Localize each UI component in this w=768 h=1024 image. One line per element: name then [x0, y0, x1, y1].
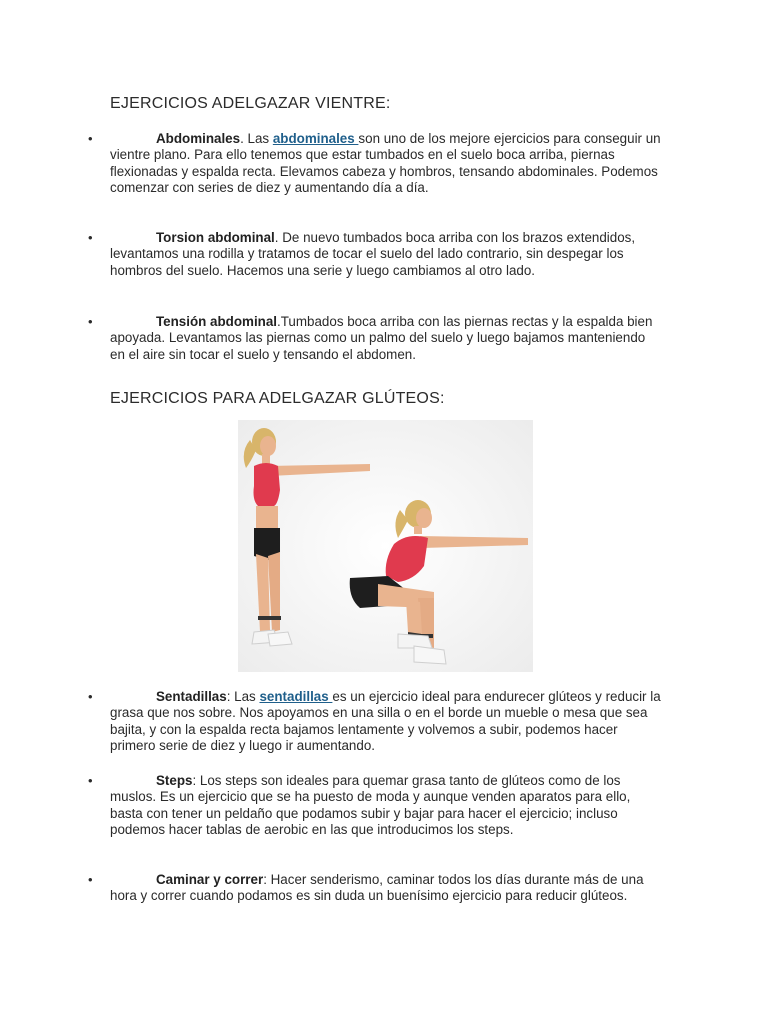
item-description: : Los steps son ideales para quemar grasa tanto de glúteos como de los muslos. Es un ejercicio que se ha puesto de moda y aunque venden aparatos para ello, basta con tener un peldaño que podamos subir y bajar para hacer el ejercicio; incluso podemos hacer tablas de aerobic en las que introducimos los steps. [110, 773, 631, 838]
bullet: • [88, 131, 93, 146]
bullet: • [88, 230, 93, 245]
item-description: : Hacer senderismo, caminar todos los días durante más de una hora y correr cuando podamos es sin duda un buenísimo ejercicio para reducir glúteos. [110, 872, 644, 904]
term-tension-abdominal: Tensión abdominal [156, 314, 278, 329]
list-item-tension-abdominal [88, 314, 668, 363]
list-item-text [110, 689, 662, 755]
list-item-sentadillas [88, 689, 668, 755]
list-item-text [110, 773, 662, 839]
term-caminar-y-correr: Caminar y correr [156, 872, 264, 887]
squat-exercise-photo [238, 420, 533, 672]
list-item-caminar-y-correr [88, 872, 668, 905]
woman-squat-illustration [238, 420, 533, 672]
text-fragment: : Las [226, 689, 260, 704]
term-sentadillas: Sentadillas [156, 689, 227, 704]
link-abdominales[interactable]: abdominales [272, 131, 359, 146]
list-item-abdominales [88, 131, 668, 197]
list-item-steps [88, 773, 668, 839]
term-abdominales: Abdominales [156, 131, 241, 146]
heading-adelgazar-gluteos: EJERCICIOS PARA ADELGAZAR GLÚTEOS: [110, 390, 445, 407]
term-torsion-abdominal: Torsion abdominal [156, 230, 275, 245]
bullet: • [88, 314, 93, 329]
item-description: son uno de los mejore ejercicios para conseguir un vientre plano. Para ello tenemos que estar tumbados en el suelo boca arriba, piernas flexionadas y espalda recta. Elevamos cabeza y hombros, tensando abdominales. Podemos comenzar con series de diez y aumentando día a día. [110, 131, 661, 196]
list-item-torsion-abdominal [88, 230, 668, 279]
list-item-text [110, 872, 662, 905]
bullet: • [88, 872, 93, 887]
list-item-text [110, 230, 662, 279]
list-item-text [110, 314, 662, 363]
list-item-text [110, 131, 662, 197]
heading-adelgazar-vientre: EJERCICIOS ADELGAZAR VIENTRE: [110, 95, 391, 112]
bullet: • [88, 689, 93, 704]
item-description: es un ejercicio ideal para endurecer glúteos y reducir la grasa que nos sobre. Nos apoyamos en una silla o en el borde un mueble o mesa que sea bajita, y con la espalda recta bajamos lentamente y volvemos a subir, podemos hacer primero serie de diez y luego ir aumentando. [110, 689, 661, 754]
link-sentadillas[interactable]: sentadillas [259, 689, 333, 704]
bullet: • [88, 773, 93, 788]
item-description: .Tumbados boca arriba con las piernas rectas y la espalda bien apoyada. Levantamos las piernas como un palmo del suelo y luego bajamos manteniendo en el aire sin tocar el suelo y tensando el abdomen. [110, 314, 653, 362]
term-steps: Steps [156, 773, 193, 788]
item-description: . De nuevo tumbados boca arriba con los brazos extendidos, levantamos una rodilla y tratamos de tocar el suelo del lado contrario, sin despegar los hombros del suelo. Hacemos una serie y luego cambiamos al otro lado. [110, 230, 636, 278]
text-fragment: . Las [240, 131, 273, 146]
